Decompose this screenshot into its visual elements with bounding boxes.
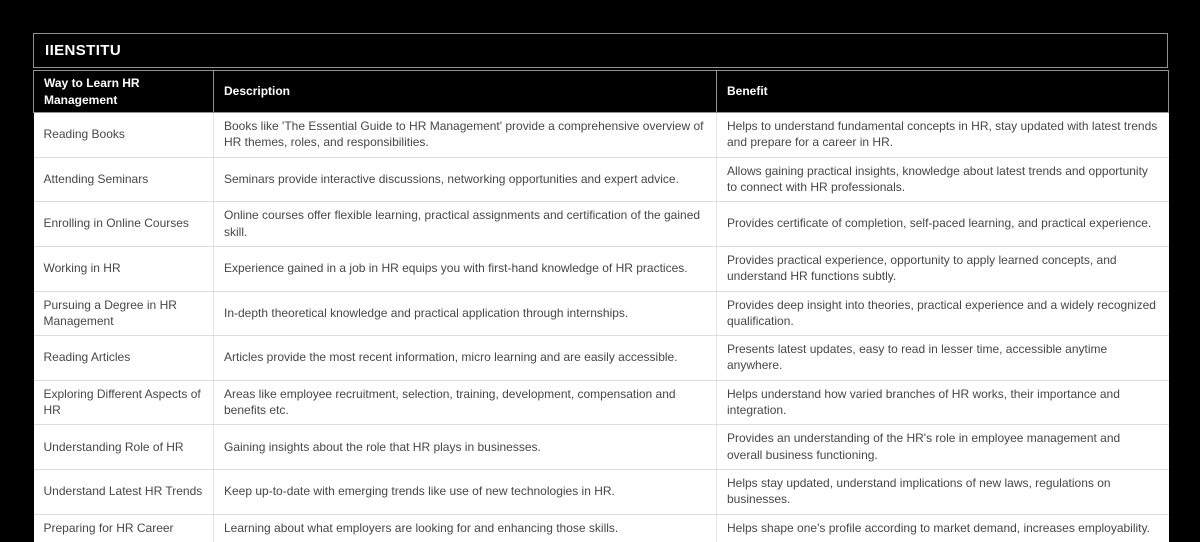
column-header-description: Description — [214, 71, 717, 113]
brand-title-bar — [33, 33, 1168, 68]
benefit-cell: Helps to understand fundamental concepts in HR, stay updated with latest trends and prepare for a career in HR. — [717, 113, 1169, 158]
way-cell: Reading Articles — [34, 336, 214, 381]
hr-learning-table — [33, 70, 1169, 542]
description-cell: Learning about what employers are looking for and enhancing those skills. — [214, 514, 717, 542]
header-row — [34, 71, 1169, 113]
way-cell: Preparing for HR Career — [34, 514, 214, 542]
benefit-cell: Allows gaining practical insights, knowledge about latest trends and opportunity to connect with HR professionals. — [717, 157, 1169, 202]
table-row — [34, 113, 1169, 158]
benefit-cell: Provides an understanding of the HR's role in employee management and overall business functioning. — [717, 425, 1169, 470]
description-cell: Seminars provide interactive discussions, networking opportunities and expert advice. — [214, 157, 717, 202]
way-cell: Enrolling in Online Courses — [34, 202, 214, 247]
description-cell: Areas like employee recruitment, selection, training, development, compensation and benefits etc. — [214, 380, 717, 425]
description-cell: Articles provide the most recent information, micro learning and are easily accessible. — [214, 336, 717, 381]
table-row — [34, 336, 1169, 381]
benefit-cell: Helps understand how varied branches of HR works, their importance and integration. — [717, 380, 1169, 425]
table-row — [34, 157, 1169, 202]
way-cell: Reading Books — [34, 113, 214, 158]
way-cell: Understanding Role of HR — [34, 425, 214, 470]
table-row — [34, 246, 1169, 291]
table-row — [34, 380, 1169, 425]
benefit-cell: Helps stay updated, understand implications of new laws, regulations on businesses. — [717, 470, 1169, 515]
table-row — [34, 202, 1169, 247]
way-cell: Understand Latest HR Trends — [34, 470, 214, 515]
benefit-cell: Provides practical experience, opportunity to apply learned concepts, and understand HR functions subtly. — [717, 246, 1169, 291]
table-row — [34, 514, 1169, 542]
way-cell: Attending Seminars — [34, 157, 214, 202]
description-cell: Experience gained in a job in HR equips you with first-hand knowledge of HR practices. — [214, 246, 717, 291]
description-cell: Books like 'The Essential Guide to HR Management' provide a comprehensive overview of HR themes, roles, and responsibilities. — [214, 113, 717, 158]
description-cell: Online courses offer flexible learning, practical assignments and certification of the gained skill. — [214, 202, 717, 247]
description-cell: Keep up-to-date with emerging trends like use of new technologies in HR. — [214, 470, 717, 515]
benefit-cell: Provides certificate of completion, self-paced learning, and practical experience. — [717, 202, 1169, 247]
way-cell: Exploring Different Aspects of HR — [34, 380, 214, 425]
benefit-cell: Presents latest updates, easy to read in lesser time, accessible anytime anywhere. — [717, 336, 1169, 381]
benefit-cell: Helps shape one's profile according to market demand, increases employability. — [717, 514, 1169, 542]
table-header — [34, 71, 1169, 113]
table-row — [34, 291, 1169, 336]
table-row — [34, 470, 1169, 515]
way-cell: Working in HR — [34, 246, 214, 291]
column-header-way: Way to Learn HR Management — [34, 71, 214, 113]
description-cell: In-depth theoretical knowledge and practical application through internships. — [214, 291, 717, 336]
hr-learning-table-panel — [33, 33, 1168, 542]
brand-title: IIENSTITU — [45, 42, 122, 59]
table-body — [34, 113, 1169, 542]
benefit-cell: Provides deep insight into theories, practical experience and a widely recognized qualification. — [717, 291, 1169, 336]
table-row — [34, 425, 1169, 470]
description-cell: Gaining insights about the role that HR plays in businesses. — [214, 425, 717, 470]
way-cell: Pursuing a Degree in HR Management — [34, 291, 214, 336]
column-header-benefit: Benefit — [717, 71, 1169, 113]
